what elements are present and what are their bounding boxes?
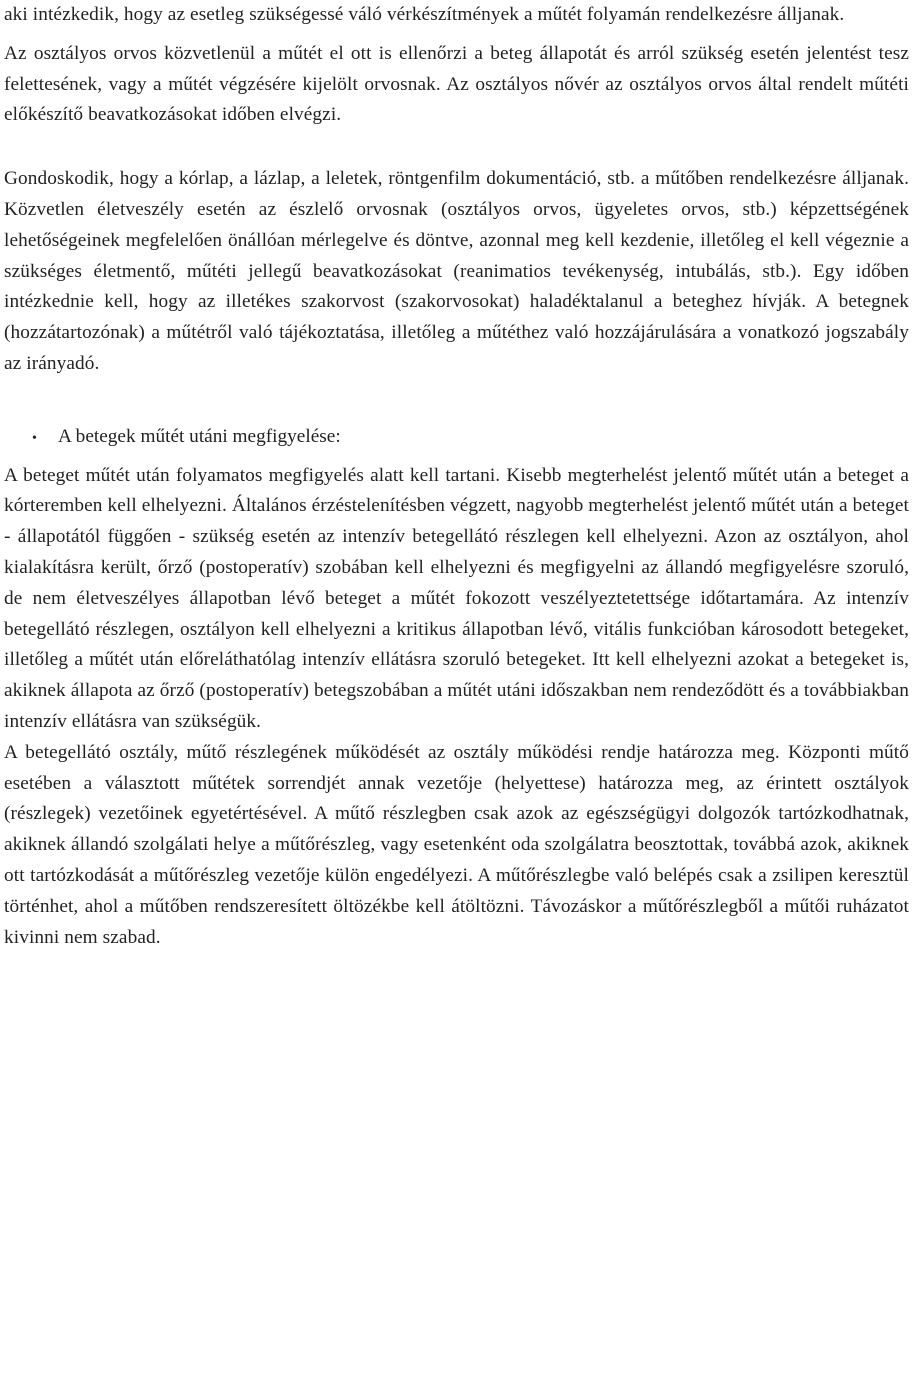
paragraph-ward-doctor: Az osztályos orvos közvetlenül a műtét el ott is ellenőrzi a beteg állapotát és arról szükség esetén jelentést tesz felettesének, vagy a műtét végzésére kijelölt orvosnak. Az osztályos nővér az osztályos orvos által rendelt műtéti előkészítő beavatkozásokat időben elvégzi. bbox=[4, 42, 909, 126]
paragraph-documentation: Gondoskodik, hogy a kórlap, a lázlap, a leletek, röntgenfilm dokumentáció, stb. a műtőben rendelkezésre álljanak. Közvetlen életveszély esetén az észlelő orvosnak (osztályos orvos, ügyeletes orvos, stb.) képzettségének lehetőségeinek megfelelően önállóan mérlegelve és döntve, azonnal meg kell kezdenie, illetőleg el kell végeznie a szükséges életmentő, műtéti jellegű beavatkozásokat (reanimatios tevékenység, intubálás, stb.). Egy időben intézkednie kell, hogy az illetékes szakorvost (szakorvosokat) haladéktalanul a beteghez hívják. A betegnek (hozzátartozónak) a műtétről való tájékoztatása, illetőleg a műtéthez való hozzájárulására a vonatkozó jogszabály az irányadó. bbox=[4, 168, 909, 374]
bullet-heading bbox=[4, 422, 909, 455]
paragraph-blood-products: aki intézkedik, hogy az esetleg szükségessé váló vérkészítmények a műtét folyamán rendelkezésre álljanak. bbox=[4, 4, 845, 25]
document-page bbox=[4, 0, 909, 953]
bullet-icon: • bbox=[32, 430, 37, 446]
paragraph-postoperative-monitoring: A beteget műtét után folyamatos megfigyelés alatt kell tartani. Kisebb megterhelést jelentő műtét után a beteget a kórteremben kell elhelyezni. Általános érzéstelenítésben végzett, nagyobb megterhelést jelentő műtét után a beteget - állapotától függően - szükség esetén az intenzív betegellátó részlegen kell elhelyezni. Azon az osztályon, ahol kialakításra került, őrző (postoperatív) szobában kell elhelyezni és megfigyelni az állandó megfigyelésre szoruló, de nem életveszélyes állapotban lévő beteget a műtét fokozott veszélyeztetettsége időtartamára. Az intenzív betegellátó részlegen, osztályon kell elhelyezni a kritikus állapotban lévő, vitális funkcióban károsodott betegeket, illetőleg a műtét után előreláthatólag intenzív ellátásra szoruló betegeket. Itt kell elhelyezni azokat a betegeket is, akiknek állapota az őrző (postoperatív) betegszobában a műtét utáni időszakban nem rendeződött és a továbbiakban intenzív ellátásra van szükségük. bbox=[4, 464, 909, 732]
section-heading: A betegek műtét utáni megfigyelése: bbox=[58, 425, 341, 447]
paragraph-operating-unit: A betegellátó osztály, műtő részlegének működését az osztály működési rendje határozza meg. Központi műtő esetében a választott műtétek sorrendjét annak vezetője (helyettese) határozza meg, az érintett osztályok (részlegek) vezetőinek egyetértésével. A műtő részlegben csak azok az egészségügyi dolgozók tartózkodhatnak, akiknek állandó szolgálati helye a műtőrészleg, vagy esetenként oda szolgálatra beosztottak, továbbá azok, akiknek ott tartózkodását a műtőrészleg vezetője külön engedélyezi. A műtőrészlegbe való belépés csak a zsilipen keresztül történhet, ahol a műtőben rendszeresített öltözékbe kell átöltözni. Távozáskor a műtőrészlegből a műtői ruházatot kivinni nem szabad. bbox=[4, 741, 909, 948]
